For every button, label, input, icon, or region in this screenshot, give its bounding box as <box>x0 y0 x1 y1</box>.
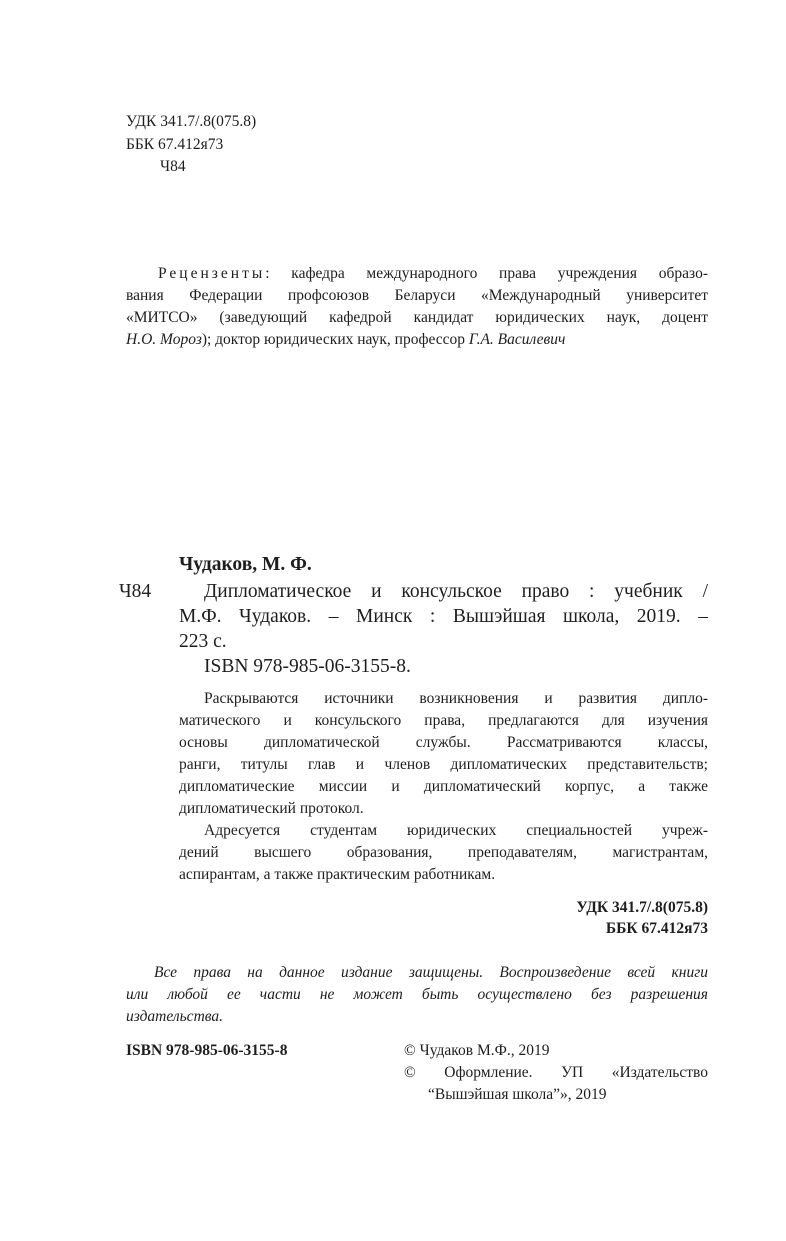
bbk-code: ББК 67.412я73 <box>126 136 224 153</box>
reviewer-name-2: Г.А. Василевич <box>468 331 566 348</box>
catalog-line-1: Дипломатическое и консульское право : учебник / <box>204 581 708 602</box>
annotation-p1-line-5: дипломатические миссии и дипломатический корпус, а также <box>179 778 708 795</box>
annotation-p1-line-3: основы дипломатической службы. Рассматриваются классы, <box>179 734 708 751</box>
catalog-mark: Ч84 <box>119 581 152 602</box>
rights-text-1: Все права на данное издание защищены. Воспроизведение всей книги <box>154 964 708 981</box>
reviewers-text-1: : кафедра международного права учреждения образо- <box>265 265 708 282</box>
reviewers-line-4 <box>126 329 565 350</box>
annotation-udk: УДК 341.7/.8(075.8) <box>576 899 708 916</box>
reviewers-line-3: «МИТСО» (заведующий кафедрой кандидат юридических наук, доцент <box>126 309 708 326</box>
annotation-p1-line-1: Раскрываются источники возникновения и развития дипло- <box>204 690 708 707</box>
rights-line-3: издательства. <box>126 1008 224 1025</box>
reviewers-line-1 <box>126 263 708 284</box>
catalog-isbn: ISBN 978-985-06-3155-8. <box>204 656 411 677</box>
reviewers-label: Рецензенты <box>158 265 266 282</box>
annotation-p1-line-4: ранги, титулы глав и членов дипломатических представительств; <box>179 756 708 773</box>
copyright-design-line-1: © Оформление. УП «Издательство <box>404 1064 708 1081</box>
annotation-p1-line-2: матического и консульского права, предлагаются для изучения <box>179 712 708 729</box>
rights-line-2: или любой ее части не может быть осуществлено без разрешения <box>126 986 708 1003</box>
catalog-line-2: М.Ф. Чудаков. – Минск : Вышэйшая школа, 2019. – <box>179 606 708 627</box>
annotation-p2-line-1: Адресуется студентам юридических специальностей учреж- <box>204 822 708 839</box>
udk-code: УДК 341.7/.8(075.8) <box>126 113 257 130</box>
annotation-p1-line-6: дипломатический протокол. <box>179 800 364 817</box>
annotation-p2-line-3: аспирантам, а также практическим работникам. <box>179 866 496 883</box>
annotation-p2-line-2: дений высшего образования, преподавателям, магистрантам, <box>179 844 708 861</box>
catalog-line-3: 223 с. <box>179 631 227 652</box>
copyright-design-line-2: “Вышэйшая школа”», 2019 <box>428 1086 607 1103</box>
catalog-author-heading: Чудаков, М. Ф. <box>179 554 312 575</box>
reviewer-name-1: Н.О. Мороз <box>126 331 202 348</box>
annotation-bbk: ББК 67.412я73 <box>605 920 708 937</box>
footer-isbn: ISBN 978-985-06-3155-8 <box>126 1042 288 1059</box>
reviewers-line-2: вания Федерации профсоюзов Беларуси «Международный университет <box>126 287 708 304</box>
author-mark: Ч84 <box>160 158 186 175</box>
reviewers-text-4: ); доктор юридических наук, профессор <box>201 331 469 348</box>
rights-line-1 <box>126 962 708 983</box>
copyright-author: © Чудаков М.Ф., 2019 <box>404 1042 550 1059</box>
